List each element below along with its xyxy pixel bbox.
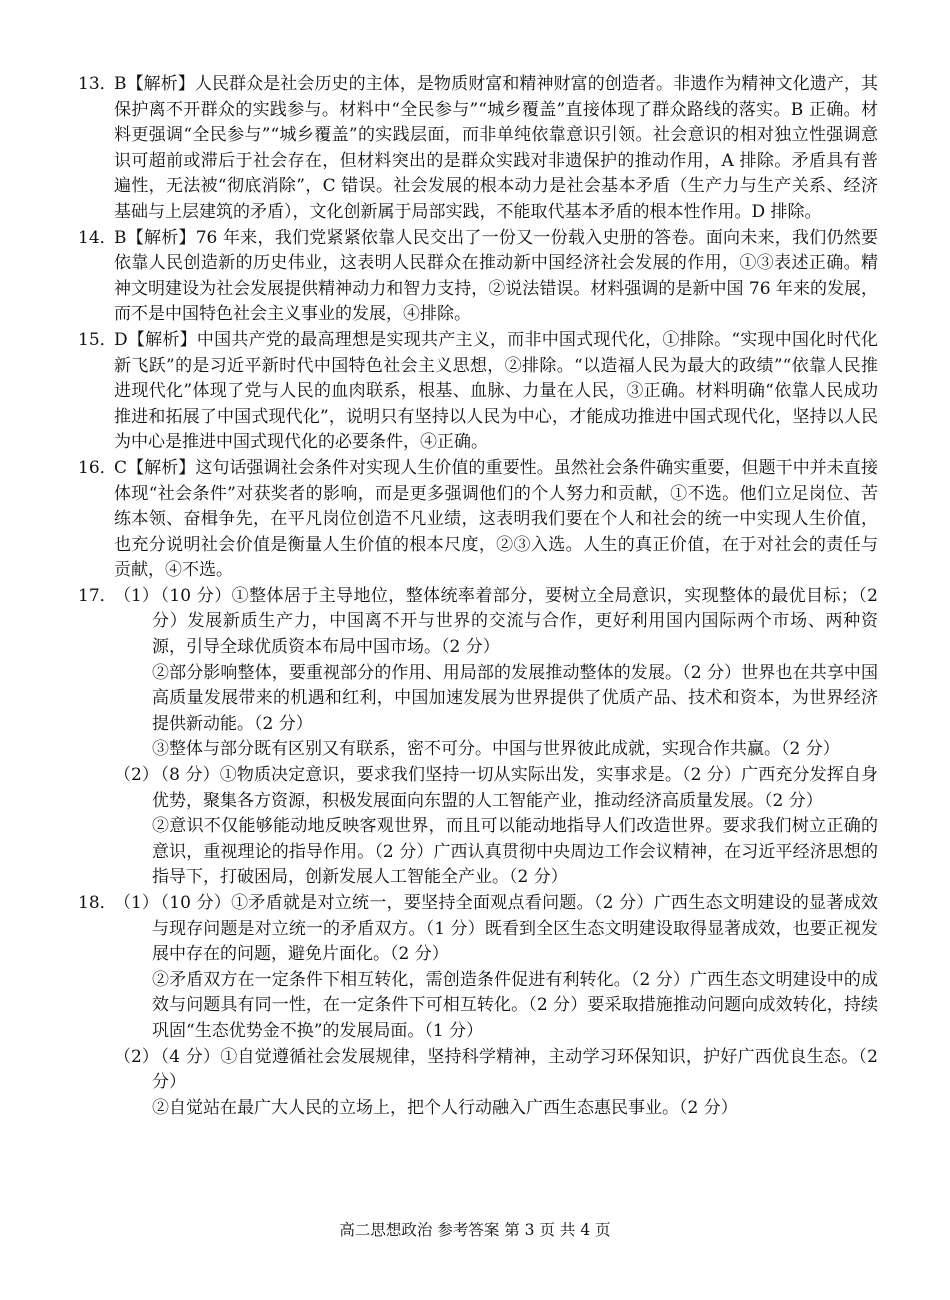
answer-content <box>78 72 878 1121</box>
answer-paragraph: ③整体与部分既有区别又有联系，密不可分。中国与世界彼此成就，实现合作共赢。（2 分） <box>152 739 840 760</box>
answer-paragraph: （10 分）①矛盾就是对立统一，要坚持全面观点看问题。（2 分）广西生态文明建设的显著成效与现存问题是对立统一的矛盾双方。（1 分）既看到全区生态文明建设取得显著成效，也要正视发展中存在的问题，避免片面化。（2 分） <box>152 893 878 965</box>
answer-paragraph: ②矛盾双方在一定条件下相互转化，需创造条件促进有利转化。（2 分）广西生态文明建设中的成效与问题具有同一性，在一定条件下可相互转化。（2 分）要采取措施推动问题向成效转化，持续巩固“生态优势金不换”的发展局面。（1 分） <box>152 969 878 1041</box>
question-15 <box>78 328 878 456</box>
question-17-part-2 <box>114 763 878 891</box>
question-18 <box>78 891 878 1121</box>
question-13 <box>78 72 878 226</box>
question-18-part-2 <box>114 1045 878 1122</box>
part-label: （1） <box>114 585 159 606</box>
part-label: （2） <box>114 765 159 786</box>
question-number: 18． <box>78 893 117 913</box>
question-number: 15． <box>78 329 117 350</box>
answer-paragraph: （10 分）①整体居于主导地位，整体统率着部分，要树立全局意识，实现整体的最优目标；（2 分）发展新质生产力，中国离不开与世界的交流与合作，更好利用国内国际两个市场、两种资源，引导全球优质资本布局中国市场。（2 分） <box>152 585 878 658</box>
question-14 <box>78 226 878 328</box>
answer-paragraph: （8 分）①物质决定意识，要求我们坚持一切从实际出发，实事求是。（2 分）广西充分发挥自身优势，聚集各方资源，积极发展面向东盟的人工智能产业，推动经济高质量发展。（2 分） <box>152 765 878 811</box>
question-18-part-1 <box>114 891 878 1045</box>
question-analysis: B【解析】76 年来，我们党紧紧依靠人民交出了一份又一份载入史册的答卷。面向未来，我们仍然要依靠人民创造新的历史伟业，这表明人民群众在推动新中国经济社会发展的作用，①③表述正确。精神文明建设为社会发展提供精神动力和智力支持，②说法错误。材料强调的是新中国 76 年来的发展，而不是中国特色社会主义事业的发展，④排除。 <box>114 227 878 325</box>
question-number: 16． <box>78 457 117 478</box>
question-analysis: D【解析】中国共产党的最高理想是实现共产主义，而非中国式现代化，①排除。“实现中国化时代化新飞跃”的是习近平新时代中国特色社会主义思想，②排除。“以造福人民为最大的政绩”“依靠人民推进现代化”体现了党与人民的血肉联系，根基、血脉、力量在人民，③正确。材料明确“依靠人民成功推进和拓展了中国式现代化”，说明只有坚持以人民为中心，才能成功推进中国式现代化，坚持以人民为中心是推进中国式现代化的必要条件，④正确。 <box>114 329 878 453</box>
answer-paragraph: ②自觉站在最广大人民的立场上，把个人行动融入广西生态惠民事业。（2 分） <box>152 1097 738 1118</box>
answer-paragraph: ②意识不仅能够能动地反映客观世界，而且可以能动地指导人们改造世界。要求我们树立正确的意识，重视理论的指导作用。（2 分）广西认真贯彻中央周边工作会议精神，在习近平经济思想的指导下，打破困局，创新发展人工智能全产业。（2 分） <box>152 816 878 888</box>
question-analysis: C【解析】这句话强调社会条件对实现人生价值的重要性。虽然社会条件确实重要，但题干中并未直接体现“社会条件”对获奖者的影响，而是更多强调他们的个人努力和贡献，①不选。他们立足岗位、苦练本领、奋楫争先，在平凡岗位创造不凡业绩，这表明我们要在个人和社会的统一中实现人生价值，也充分说明社会价值是衡量人生价值的根本尺度，②③入选。人生的真正价值，在于对社会的责任与贡献，④不选。 <box>114 457 878 581</box>
answer-paragraph: ②部分影响整体，要重视部分的作用、用局部的发展推动整体的发展。（2 分）世界也在共享中国高质量发展带来的机遇和红利，中国加速发展为世界提供了优质产品、技术和资本，为世界经济提供新动能。（2 分） <box>152 662 878 734</box>
answer-paragraph: （4 分）①自觉遵循社会发展规律，坚持科学精神，主动学习环保知识，护好广西优良生态。（2 分） <box>152 1046 878 1093</box>
question-analysis: B【解析】人民群众是社会历史的主体，是物质财富和精神财富的创造者。非遗作为精神文化遗产，其保护离不开群众的实践参与。材料中“全民参与”“城乡覆盖”直接体现了群众路线的落实。B 正确。材料更强调“全民参与”“城乡覆盖”的实践层面，而非单纯依靠意识引领。社会意识的相对独立性强调意识可超前或滞后于社会存在，但材料突出的是群众实践对非遗保护的推动作用，A 排除。矛盾具有普遍性，无法被“彻底消除”，C 错误。社会发展的根本动力是社会基本矛盾（生产力与生产关系、经济基础与上层建筑的矛盾），文化创新属于局部实践，不能取代基本矛盾的根本性作用。D 排除。 <box>114 74 878 222</box>
question-number: 14． <box>78 227 117 248</box>
question-number: 13． <box>78 74 117 94</box>
page-footer: 高二思想政治 参考答案 第 3 页 共 4 页 <box>339 1221 611 1239</box>
part-label: （1） <box>114 893 159 913</box>
question-17-part-1 <box>114 584 878 763</box>
question-number: 17． <box>78 585 117 606</box>
question-16 <box>78 456 878 584</box>
question-17 <box>78 584 878 891</box>
part-label: （2） <box>114 1046 159 1067</box>
